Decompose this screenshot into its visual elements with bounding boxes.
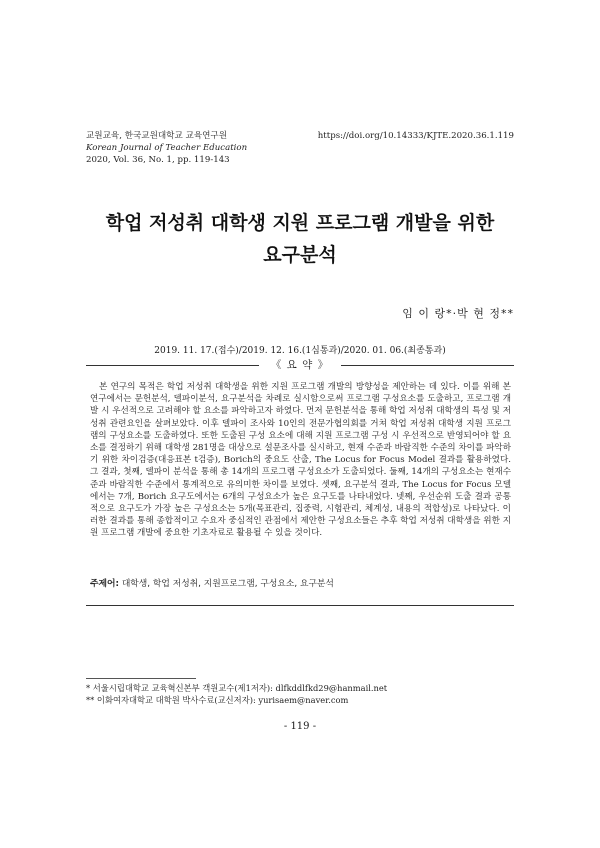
keywords-label: 주제어:	[90, 579, 120, 589]
abstract-bottom-rule	[86, 605, 514, 606]
abstract-rule-left	[86, 365, 259, 366]
volume-info: 2020, Vol. 36, No. 1, pp. 119-143	[86, 155, 230, 165]
keywords-list: 대학생, 학업 저성취, 지원프로그램, 구성요소, 요구분석	[121, 579, 334, 589]
authors: 임 이 랑*·박 현 정**	[402, 307, 514, 320]
title-line-1: 학업 저성취 대학생 지원 프로그램 개발을 위한	[105, 212, 495, 234]
page-number: - 119 -	[283, 721, 317, 732]
journal-name: Korean Journal of Teacher Education	[86, 143, 248, 153]
footnote-rule	[86, 678, 196, 679]
publisher-line: 교원교육, 한국교원대학교 교육연구원	[86, 131, 228, 141]
abstract-heading-label: 《 요 약 》	[270, 359, 330, 371]
keywords	[90, 576, 511, 589]
abstract-heading	[86, 357, 514, 373]
doi-link[interactable]: https://doi.org/10.14333/KJTE.2020.36.1.119	[317, 131, 514, 141]
footnote-corresponding-author: ** 이화여자대학교 대학원 박사수료(교신저자): yurisaem@naver.com	[86, 695, 349, 705]
abstract-rule-right	[341, 365, 514, 366]
paper-title	[60, 207, 540, 271]
running-header-left	[86, 130, 346, 166]
abstract-body: 본 연구의 목적은 학업 저성취 대학생을 위한 지원 프로그램 개발의 방향성을 제안하는 데 있다. 이를 위해 본 연구에서는 문헌분석, 델파이분석, 요구분석을 차례로 실시함으로써 프로그램 구성요소를 도출하고, 프로그램 개발 시 우선적으로 고려해야 할 요소를 파악하고자 하였다. 먼저 문헌분석을 통해 학업 저성취 대학생의 특성 및 저성취 관련요인을 살펴보았다. 이후 델파이 조사와 10인의 전문가협의회를 거쳐 학업 저성취 대학생 지원 프로그램의 구성요소를 도출하였다. 또한 도출된 구성 요소에 대해 지원 프로그램 구성 시 우선적으로 반영되어야 할 요소를 결정하기 위해 대학생 281명을 대상으로 설문조사를 실시하고, 현재 수준과 바람직한 수준의 차이를 파악하기 위한 차이검증(대응표본 t검증), Borich의 중요도 산출, The Locus for Focus Model 결과를 활용하였다. 그 결과, 첫째, 델파이 분석을 통해 총 14개의 프로그램 구성요소가 도출되었다. 둘째, 14개의 구성요소는 현재수준과 바람직한 수준에서 통계적으로 유의미한 차이를 보였다. 셋째, 요구분석 결과, The Locus for Focus 모델에서는 7개, Borich 요구도에서는 6개의 구성요소가 높은 요구도를 나타내었다. 넷째, 우선순위 도출 결과 공통적으로 요구도가 가장 높은 구성요소는 5개(목표관리, 집중력, 시험관리, 체계성, 내용의 적합성)로 나타났다. 이러한 결과를 통해 종합적이고 수요자 중심적인 관점에서 제안한 구성요소들은 추후 학업 저성취 대학생을 위한 지원 프로그램 개발에 중요한 기초자료로 활용될 수 있을 것이다.	[90, 382, 511, 539]
submission-dates: 2019. 11. 17.(접수)/2019. 12. 16.(1심통과)/2020. 01. 06.(최종통과)	[154, 346, 446, 356]
footnote-first-author: * 서울시립대학교 교육혁신본부 객원교수(제1저자): dlfkddlfkd29@hanmail.net	[86, 683, 388, 693]
title-line-2: 요구분석	[263, 244, 337, 266]
